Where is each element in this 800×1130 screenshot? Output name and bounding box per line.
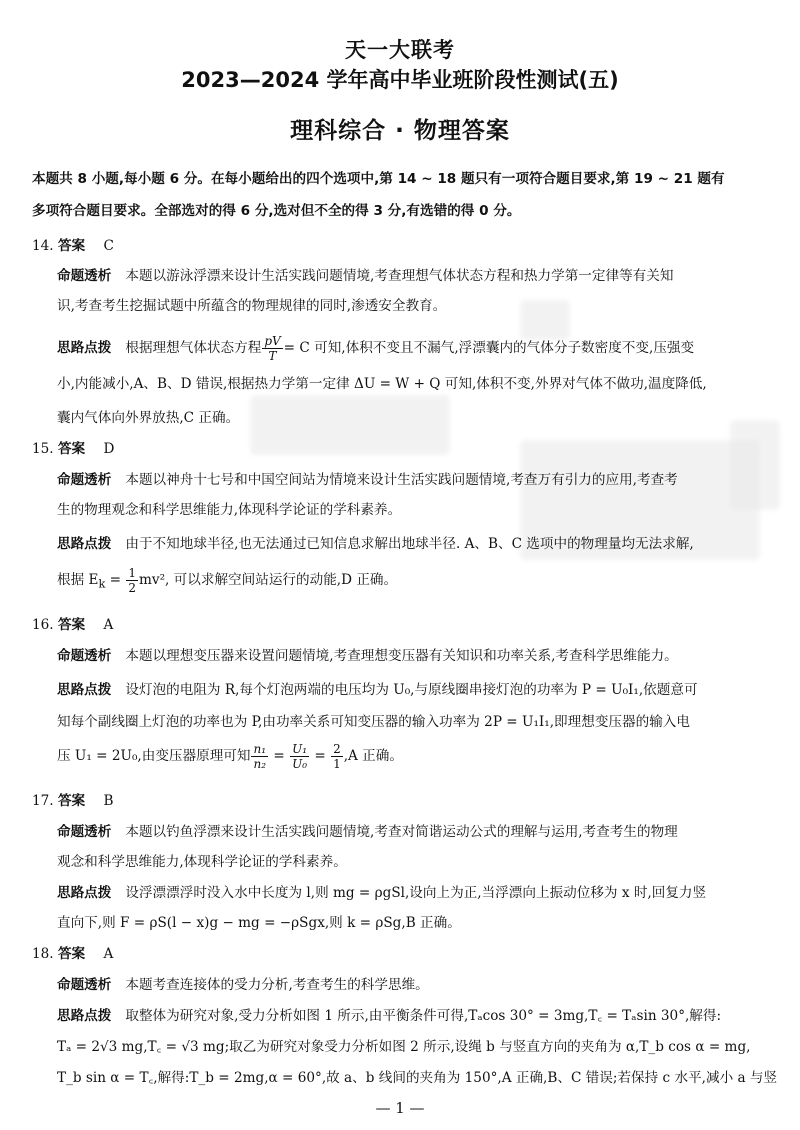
hint-text: 根据 E [57, 572, 99, 588]
hint-text: mv², 可以求解空间站运行的动能,D 正确。 [139, 572, 398, 588]
answer-row-14 [32, 234, 114, 254]
hint-text: = C 可知,体积不变且不漏气,浮漂囊内的气体分子数密度不变,压强变 [283, 340, 695, 356]
answer-option: A [103, 617, 114, 633]
answer-label: 答案 [57, 617, 86, 633]
fraction [262, 334, 282, 363]
hint-16-cont-2 [57, 742, 403, 771]
fraction-numerator: 1 [128, 566, 136, 580]
question-number: 18. [32, 946, 54, 962]
hint-label: 思路点拨 [57, 682, 112, 698]
fraction-denominator: T [268, 349, 277, 363]
analysis-text: 本题考查连接体的受力分析,考查考生的科学思维。 [125, 977, 429, 993]
answer-row-16 [32, 613, 113, 633]
answer-label: 答案 [57, 793, 86, 809]
analysis-14 [57, 264, 673, 284]
answer-label: 答案 [57, 441, 86, 457]
fraction-denominator: 2 [128, 581, 136, 595]
analysis-text: 本题以理想变压器来设置问题情境,考查理想变压器有关知识和功率关系,考查科学思维能力。 [125, 648, 678, 664]
answer-option: C [103, 238, 114, 254]
analysis-14-cont: 识,考查考生挖掘试题中所蕴含的物理规律的同时,渗透安全教育。 [57, 298, 447, 314]
analysis-label: 命题透析 [57, 268, 112, 284]
intro-line-1: 本题共 8 小题,每小题 6 分。在每小题给出的四个选项中,第 14 ~ 18 题只有一项符合题目要求,第 19 ~ 21 题有 [32, 171, 725, 187]
question-number: 15. [32, 441, 54, 457]
hint-text: 设浮漂漂浮时没入水中长度为 l,则 mg = ρgSl,设向上为正,当浮漂向上振动位移为 x 时,回复力竖 [125, 885, 707, 901]
subscript: k [98, 576, 106, 591]
answer-row-17 [32, 789, 113, 809]
analysis-18 [57, 973, 429, 993]
analysis-15 [57, 468, 678, 488]
hint-14-cont-2: 囊内气体向外界放热,C 正确。 [57, 410, 240, 426]
intro-line-2: 多项符合题目要求。全部选对的得 6 分,选对但不全的得 3 分,有选错的得 0 分。 [32, 203, 521, 219]
fraction-numerator: 2 [333, 742, 341, 756]
hint-label: 思路点拨 [57, 885, 112, 901]
fraction-numerator: U₁ [292, 742, 308, 756]
fraction-denominator: 1 [333, 757, 341, 771]
analysis-label: 命题透析 [57, 824, 112, 840]
answer-option: B [103, 793, 114, 809]
hint-18-cont-2: T_b sin α = T꜀,解得:T_b = 2mg,α = 60°,故 a、b 线间的夹角为 150°,A 正确,B、C 错误;若保持 c 水平,减小 a 与竖 [57, 1070, 778, 1086]
fraction [331, 742, 343, 771]
hint-text: 设灯泡的电阻为 R,每个灯泡两端的电压均为 U₀,与原线圈串接灯泡的功率为 P = U₀I₁,依题意可 [125, 682, 698, 698]
answer-option: D [103, 441, 115, 457]
scan-smudge [250, 395, 450, 455]
analysis-label: 命题透析 [57, 648, 112, 664]
hint-label: 思路点拨 [57, 1008, 112, 1024]
hint-text: 取整体为研究对象,受力分析如图 1 所示,由平衡条件可得,Tₐcos 30° = 3mg,T꜀ = Tₐsin 30°,解得: [125, 1008, 722, 1024]
hint-text: 根据理想气体状态方程 [125, 340, 262, 356]
analysis-text: 本题以游泳浮漂来设计生活实践问题情境,考查理想气体状态方程和热力学第一定律等有关知 [125, 268, 674, 284]
hint-text: 压 U₁ = 2U₀,由变压器原理可知 [57, 748, 251, 764]
analysis-text: 本题以神舟十七号和中国空间站为情境来设计生活实践问题情境,考查万有引力的应用,考查考 [125, 472, 678, 488]
analysis-16 [57, 644, 678, 664]
analysis-15-cont: 生的物理观念和科学思维能力,体现科学论证的学科素养。 [57, 502, 402, 518]
hint-text: = [105, 572, 126, 588]
question-number: 17. [32, 793, 54, 809]
hint-18-cont-1: Tₐ = 2√3 mg,T꜀ = √3 mg;取乙为研究对象受力分析如图 2 所示,设绳 b 与竖直方向的夹角为 α,T_b cos α = mg, [57, 1039, 751, 1055]
org-title: 天一大联考 [345, 38, 455, 62]
hint-label: 思路点拨 [57, 340, 112, 356]
fraction-numerator: pV [264, 334, 281, 348]
page-number: — 1 — [375, 1099, 425, 1117]
equals-sign: = [273, 748, 285, 764]
answer-row-18 [32, 942, 113, 962]
analysis-label: 命题透析 [57, 977, 112, 993]
fraction-denominator: n₂ [253, 757, 267, 771]
hint-15 [57, 532, 694, 552]
exam-title: 2023—2024 学年高中毕业班阶段性测试(五) [181, 68, 619, 92]
analysis-17-cont: 观念和科学思维能力,体现科学论证的学科素养。 [57, 854, 347, 870]
analysis-label: 命题透析 [57, 472, 112, 488]
subject-title: 理科综合 · 物理答案 [290, 118, 510, 144]
hint-15-cont [57, 566, 397, 595]
fraction [126, 566, 138, 595]
fraction [251, 742, 268, 771]
hint-text: ,A 正确。 [343, 748, 403, 764]
hint-14-cont-1: 小,内能减小,A、B、D 错误,根据热力学第一定律 ΔU = W + Q 可知,体积不变,外界对气体不做功,温度降低, [57, 376, 707, 392]
answer-label: 答案 [57, 238, 86, 254]
hint-label: 思路点拨 [57, 536, 112, 552]
hint-18 [57, 1004, 721, 1024]
fraction-denominator: U₀ [292, 757, 308, 771]
hint-16 [57, 678, 698, 698]
hint-text: 由于不知地球半径,也无法通过已知信息求解出地球半径. A、B、C 选项中的物理量均无法求解, [125, 536, 694, 552]
equals-sign: = [314, 748, 326, 764]
answer-option: A [103, 946, 114, 962]
scan-smudge [730, 420, 780, 510]
analysis-text: 本题以钓鱼浮漂来设计生活实践问题情境,考查对简谐运动公式的理解与运用,考查考生的物理 [125, 824, 678, 840]
question-number: 14. [32, 238, 54, 254]
hint-16-cont-1: 知每个副线圈上灯泡的功率也为 P,由功率关系可知变压器的输入功率为 2P = U₁I₁,即理想变压器的输入电 [57, 714, 690, 730]
question-number: 16. [32, 617, 54, 633]
hint-17 [57, 881, 706, 901]
analysis-17 [57, 820, 678, 840]
answer-label: 答案 [57, 946, 86, 962]
fraction [290, 742, 309, 771]
answer-row-15 [32, 437, 114, 457]
hint-17-cont: 直向下,则 F = ρS(l − x)g − mg = −ρSgx,则 k = ρSg,B 正确。 [57, 915, 461, 931]
hint-14 [57, 334, 694, 363]
fraction-numerator: n₁ [253, 742, 267, 756]
